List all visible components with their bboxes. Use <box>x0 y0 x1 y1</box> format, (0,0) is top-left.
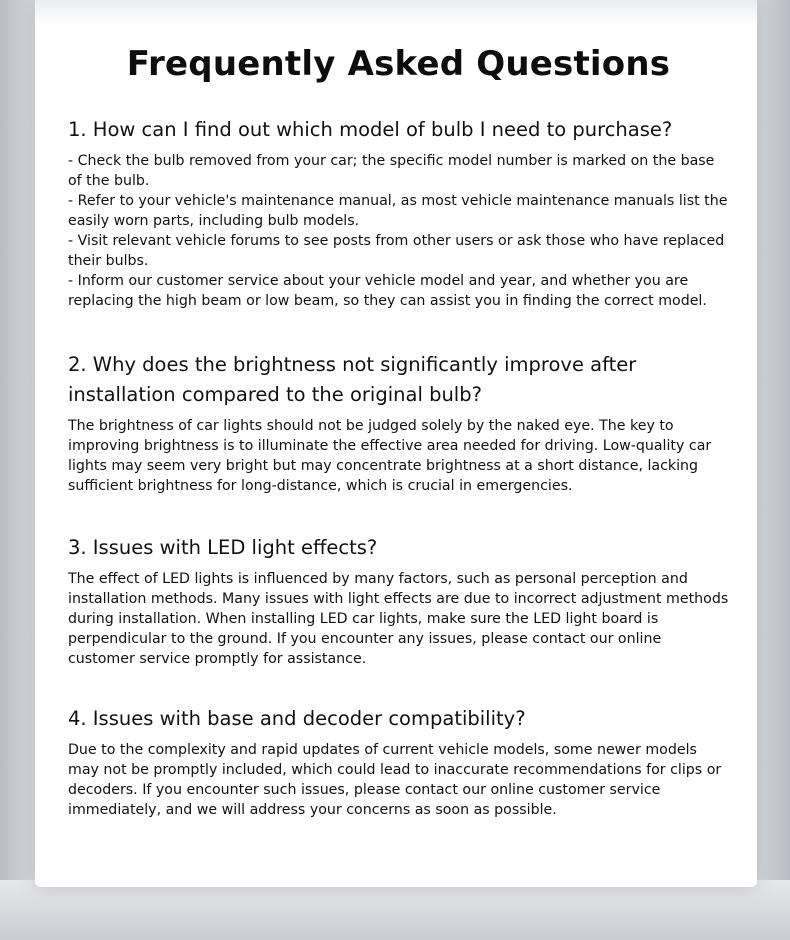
faq-answer-2-text: The brightness of car lights should not be judged solely by the naked eye. The key to improving brightness is to illuminate the effective area needed for driving. Low-quality car lights may seem very bright but may concentrate brightness at a short distance, lacking sufficient brightness for long-distance, which is crucial in emergencies. <box>68 418 712 494</box>
faq-answer-1-line-2: - Refer to your vehicle's maintenance manual, as most vehicle maintenance manuals list the easily worn parts, including bulb models. <box>68 193 728 229</box>
faq-answer-3 <box>68 569 731 669</box>
faq-item-4 <box>68 704 731 820</box>
faq-answer-4 <box>68 740 731 820</box>
faq-question-1: 1. How can I find out which model of bulb I need to purchase? <box>68 118 673 141</box>
page-title: Frequently Asked Questions <box>126 44 671 84</box>
faq-answer-2 <box>68 416 731 496</box>
faq-answer-1-line-4: - Inform our customer service about your vehicle model and year, and whether you are replacing the high beam or low beam, so they can assist you in finding the correct model. <box>68 273 707 309</box>
faq-answer-1-line-3: - Visit relevant vehicle forums to see posts from other users or ask those who have replaced their bulbs. <box>68 233 725 269</box>
background-bottom-shade <box>0 880 790 940</box>
faq-question-4: 4. Issues with base and decoder compatibility? <box>68 707 526 730</box>
faq-answer-1 <box>68 151 731 311</box>
faq-answer-3-text: The effect of LED lights is influenced by many factors, such as personal perception and installation methods. Many issues with light effects are due to incorrect adjustment methods during installation. When installing LED car lights, make sure the LED light board is perpendicular to the ground. If you encounter any issues, please contact our online customer service promptly for assistance. <box>68 571 729 667</box>
faq-answer-4-text: Due to the complexity and rapid updates of current vehicle models, some newer models may not be promptly included, which could lead to inaccurate recommendations for clips or decoders. If you encounter such issues, please contact our online customer service immediately, and we will address your concerns as soon as possible. <box>68 742 722 818</box>
faq-item-1 <box>68 115 731 311</box>
faq-question-3: 3. Issues with LED light effects? <box>68 536 378 559</box>
faq-item-2 <box>68 350 731 496</box>
faq-item-3 <box>68 533 731 669</box>
faq-card <box>35 0 757 887</box>
faq-answer-1-line-1: - Check the bulb removed from your car; the specific model number is marked on the base of the bulb. <box>68 153 715 189</box>
faq-question-2: 2. Why does the brightness not significantly improve after installation compared to the original bulb? <box>68 353 637 406</box>
